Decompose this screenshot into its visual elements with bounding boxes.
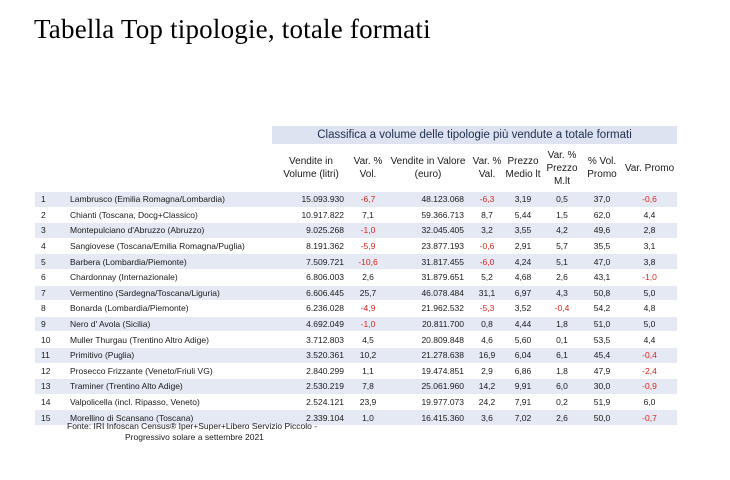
price-cell: 6,04: [504, 347, 542, 363]
var-value-cell: -5,3: [470, 301, 504, 317]
table-row: [35, 347, 677, 363]
price-cell: 4,68: [504, 269, 542, 285]
var-volume-cell: -5,9: [350, 238, 386, 254]
var-value-cell: -0,6: [470, 238, 504, 254]
column-header-volume: Vendite in Volume (litri): [283, 156, 339, 180]
var-price-cell: 6,1: [542, 347, 582, 363]
var-price-cell: 1,8: [542, 316, 582, 332]
type-name-cell: Vermentino (Sardegna/Toscana/Liguria): [60, 285, 272, 301]
price-cell: 5,44: [504, 207, 542, 223]
var-value-cell: 0,8: [470, 316, 504, 332]
price-cell: 3,19: [504, 192, 542, 207]
volume-cell: 15.093.930: [272, 192, 350, 207]
var-price-cell: 1,5: [542, 207, 582, 223]
type-name-cell: Lambrusco (Emilia Romagna/Lombardia): [60, 192, 272, 207]
price-cell: 3,52: [504, 301, 542, 317]
var-promo-cell: -0,4: [622, 347, 677, 363]
price-cell: 4,24: [504, 254, 542, 270]
ranking-table-body: [35, 192, 677, 425]
table-row: [35, 207, 677, 223]
promo-cell: 37,0: [582, 192, 622, 207]
var-volume-cell: 1,0: [350, 410, 386, 426]
type-name-cell: Nero d' Avola (Sicilia): [60, 316, 272, 332]
var-volume-cell: 2,6: [350, 269, 386, 285]
promo-cell: 47,9: [582, 363, 622, 379]
volume-cell: 9.025.268: [272, 223, 350, 239]
table-row: [35, 269, 677, 285]
source-note: [67, 421, 367, 443]
var-value-cell: 24,2: [470, 394, 504, 410]
var-promo-cell: 6,0: [622, 394, 677, 410]
rank-cell: 11: [35, 347, 60, 363]
value-cell: 19.977.073: [386, 394, 470, 410]
table-row: [35, 301, 677, 317]
rank-cell: 8: [35, 301, 60, 317]
volume-cell: 10.917.822: [272, 207, 350, 223]
value-cell: 23.877.193: [386, 238, 470, 254]
var-value-cell: 16,9: [470, 347, 504, 363]
volume-cell: 2.840.299: [272, 363, 350, 379]
var-price-cell: 4,2: [542, 223, 582, 239]
source-note-line-2: Progressivo solare a settembre 2021: [125, 432, 264, 442]
rank-cell: 2: [35, 207, 60, 223]
var-price-cell: -0,4: [542, 301, 582, 317]
column-header-row: [35, 144, 677, 192]
var-promo-cell: 4,4: [622, 332, 677, 348]
var-value-cell: 4,6: [470, 332, 504, 348]
column-header-price: Prezzo Medio lt: [505, 156, 541, 180]
rank-cell: 14: [35, 394, 60, 410]
var-promo-cell: -1,0: [622, 269, 677, 285]
promo-cell: 62,0: [582, 207, 622, 223]
table-row: [35, 254, 677, 270]
table-row: [35, 285, 677, 301]
type-name-cell: Morellino di Scansano (Toscana): [60, 410, 272, 426]
var-promo-cell: -2,4: [622, 363, 677, 379]
type-name-cell: Prosecco Frizzante (Veneto/Friuli VG): [60, 363, 272, 379]
var-value-cell: 5,2: [470, 269, 504, 285]
type-name-cell: Sangiovese (Toscana/Emilia Romagna/Puglia): [60, 238, 272, 254]
var-price-cell: 6,0: [542, 379, 582, 395]
var-value-cell: -6,3: [470, 192, 504, 207]
promo-cell: 50,8: [582, 285, 622, 301]
var-promo-cell: 3,8: [622, 254, 677, 270]
var-promo-cell: 4,4: [622, 207, 677, 223]
promo-cell: 47,0: [582, 254, 622, 270]
rank-cell: 7: [35, 285, 60, 301]
ranking-table: [35, 126, 677, 426]
super-header-blank: [35, 126, 272, 144]
price-cell: 7,02: [504, 410, 542, 426]
volume-cell: 2.524.121: [272, 394, 350, 410]
var-value-cell: 14,2: [470, 379, 504, 395]
value-cell: 16.415.360: [386, 410, 470, 426]
promo-cell: 30,0: [582, 379, 622, 395]
var-promo-cell: 2,8: [622, 223, 677, 239]
volume-cell: 3.712.803: [272, 332, 350, 348]
promo-cell: 43,1: [582, 269, 622, 285]
var-promo-cell: -0,7: [622, 410, 677, 426]
table-row: [35, 332, 677, 348]
volume-cell: 6.606.445: [272, 285, 350, 301]
price-cell: 9,91: [504, 379, 542, 395]
volume-cell: 6.236.028: [272, 301, 350, 317]
value-cell: 31.817.455: [386, 254, 470, 270]
page-title: Tabella Top tipologie, totale formati: [34, 14, 431, 44]
var-value-cell: 3,2: [470, 223, 504, 239]
var-price-cell: 0,1: [542, 332, 582, 348]
ranking-table-container: [35, 126, 677, 426]
rank-cell: 13: [35, 379, 60, 395]
value-cell: 20.809.848: [386, 332, 470, 348]
column-header-value: Vendite in Valore (euro): [390, 156, 466, 180]
var-price-cell: 0,2: [542, 394, 582, 410]
super-header: Classifica a volume delle tipologie più vendute a totale formati: [272, 126, 677, 144]
value-cell: 19.474.851: [386, 363, 470, 379]
var-promo-cell: -0,6: [622, 192, 677, 207]
table-row: [35, 363, 677, 379]
table-row: [35, 223, 677, 239]
column-header-var-price: Var. % Prezzo M.lt: [546, 149, 578, 187]
var-volume-cell: -1,0: [350, 223, 386, 239]
var-volume-cell: 23,9: [350, 394, 386, 410]
table-row: [35, 192, 677, 207]
var-volume-cell: -4,9: [350, 301, 386, 317]
rank-cell: 5: [35, 254, 60, 270]
var-promo-cell: 5,0: [622, 316, 677, 332]
column-header-var-promo: Var. Promo: [624, 162, 675, 174]
table-row: [35, 238, 677, 254]
rank-cell: 6: [35, 269, 60, 285]
price-cell: 4,44: [504, 316, 542, 332]
var-volume-cell: -6,7: [350, 192, 386, 207]
var-promo-cell: 3,1: [622, 238, 677, 254]
promo-cell: 54,2: [582, 301, 622, 317]
volume-cell: 3.520.361: [272, 347, 350, 363]
table-row: [35, 394, 677, 410]
super-header-row: [35, 126, 677, 144]
promo-cell: 53,5: [582, 332, 622, 348]
rank-cell: 1: [35, 192, 60, 207]
value-cell: 46.078.484: [386, 285, 470, 301]
var-volume-cell: 25,7: [350, 285, 386, 301]
type-name-cell: Muller Thurgau (Trentino Altro Adige): [60, 332, 272, 348]
price-cell: 5,60: [504, 332, 542, 348]
price-cell: 6,97: [504, 285, 542, 301]
volume-cell: 7.509.721: [272, 254, 350, 270]
type-name-cell: Chardonnay (Internazionale): [60, 269, 272, 285]
value-cell: 25.061.960: [386, 379, 470, 395]
table-row: [35, 316, 677, 332]
type-name-cell: Primitivo (Puglia): [60, 347, 272, 363]
var-volume-cell: 7,1: [350, 207, 386, 223]
volume-cell: 8.191.362: [272, 238, 350, 254]
type-name-cell: Chianti (Toscana, Docg+Classico): [60, 207, 272, 223]
value-cell: 48.123.068: [386, 192, 470, 207]
rank-cell: 15: [35, 410, 60, 426]
var-price-cell: 0,5: [542, 192, 582, 207]
var-price-cell: 4,3: [542, 285, 582, 301]
var-volume-cell: -10,6: [350, 254, 386, 270]
price-cell: 6,86: [504, 363, 542, 379]
value-cell: 21.278.638: [386, 347, 470, 363]
var-promo-cell: -0,9: [622, 379, 677, 395]
var-value-cell: -6,0: [470, 254, 504, 270]
type-name-cell: Montepulciano d'Abruzzo (Abruzzo): [60, 223, 272, 239]
var-volume-cell: 1,1: [350, 363, 386, 379]
column-header-var-value: Var. % Val.: [472, 156, 502, 180]
var-value-cell: 8,7: [470, 207, 504, 223]
type-name-cell: Valpolicella (incl. Ripasso, Veneto): [60, 394, 272, 410]
promo-cell: 45,4: [582, 347, 622, 363]
var-value-cell: 2,9: [470, 363, 504, 379]
promo-cell: 50,0: [582, 410, 622, 426]
type-name-cell: Barbera (Lombardia/Piemonte): [60, 254, 272, 270]
volume-cell: 6.806.003: [272, 269, 350, 285]
var-price-cell: 2,6: [542, 410, 582, 426]
value-cell: 31.879.651: [386, 269, 470, 285]
column-header-blank: [35, 144, 272, 192]
price-cell: 3,55: [504, 223, 542, 239]
rank-cell: 4: [35, 238, 60, 254]
type-name-cell: Traminer (Trentino Alto Adige): [60, 379, 272, 395]
rank-cell: 10: [35, 332, 60, 348]
var-price-cell: 2,6: [542, 269, 582, 285]
var-price-cell: 5,1: [542, 254, 582, 270]
column-header-var-volume: Var. % Vol.: [353, 156, 383, 180]
var-volume-cell: 10,2: [350, 347, 386, 363]
var-volume-cell: -1,0: [350, 316, 386, 332]
volume-cell: 4.692.049: [272, 316, 350, 332]
source-note-line-1: Fonte: IRI Infoscan Census® Iper+Super+Libero Servizio Piccolo -: [67, 421, 318, 431]
var-price-cell: 5,7: [542, 238, 582, 254]
table-row: [35, 379, 677, 395]
value-cell: 59.366.713: [386, 207, 470, 223]
rank-cell: 3: [35, 223, 60, 239]
var-volume-cell: 7,8: [350, 379, 386, 395]
promo-cell: 35,5: [582, 238, 622, 254]
rank-cell: 9: [35, 316, 60, 332]
price-cell: 2,91: [504, 238, 542, 254]
promo-cell: 49,6: [582, 223, 622, 239]
value-cell: 20.811.700: [386, 316, 470, 332]
volume-cell: 2.339.104: [272, 410, 350, 426]
var-value-cell: 3,6: [470, 410, 504, 426]
volume-cell: 2.530.219: [272, 379, 350, 395]
var-volume-cell: 4,5: [350, 332, 386, 348]
rank-cell: 12: [35, 363, 60, 379]
column-header-promo: % Vol. Promo: [587, 156, 617, 180]
value-cell: 21.962.532: [386, 301, 470, 317]
var-price-cell: 1,8: [542, 363, 582, 379]
var-promo-cell: 4,8: [622, 301, 677, 317]
type-name-cell: Bonarda (Lombardia/Piemonte): [60, 301, 272, 317]
var-value-cell: 31,1: [470, 285, 504, 301]
var-promo-cell: 5,0: [622, 285, 677, 301]
promo-cell: 51,0: [582, 316, 622, 332]
price-cell: 7,91: [504, 394, 542, 410]
value-cell: 32.045.405: [386, 223, 470, 239]
promo-cell: 51,9: [582, 394, 622, 410]
